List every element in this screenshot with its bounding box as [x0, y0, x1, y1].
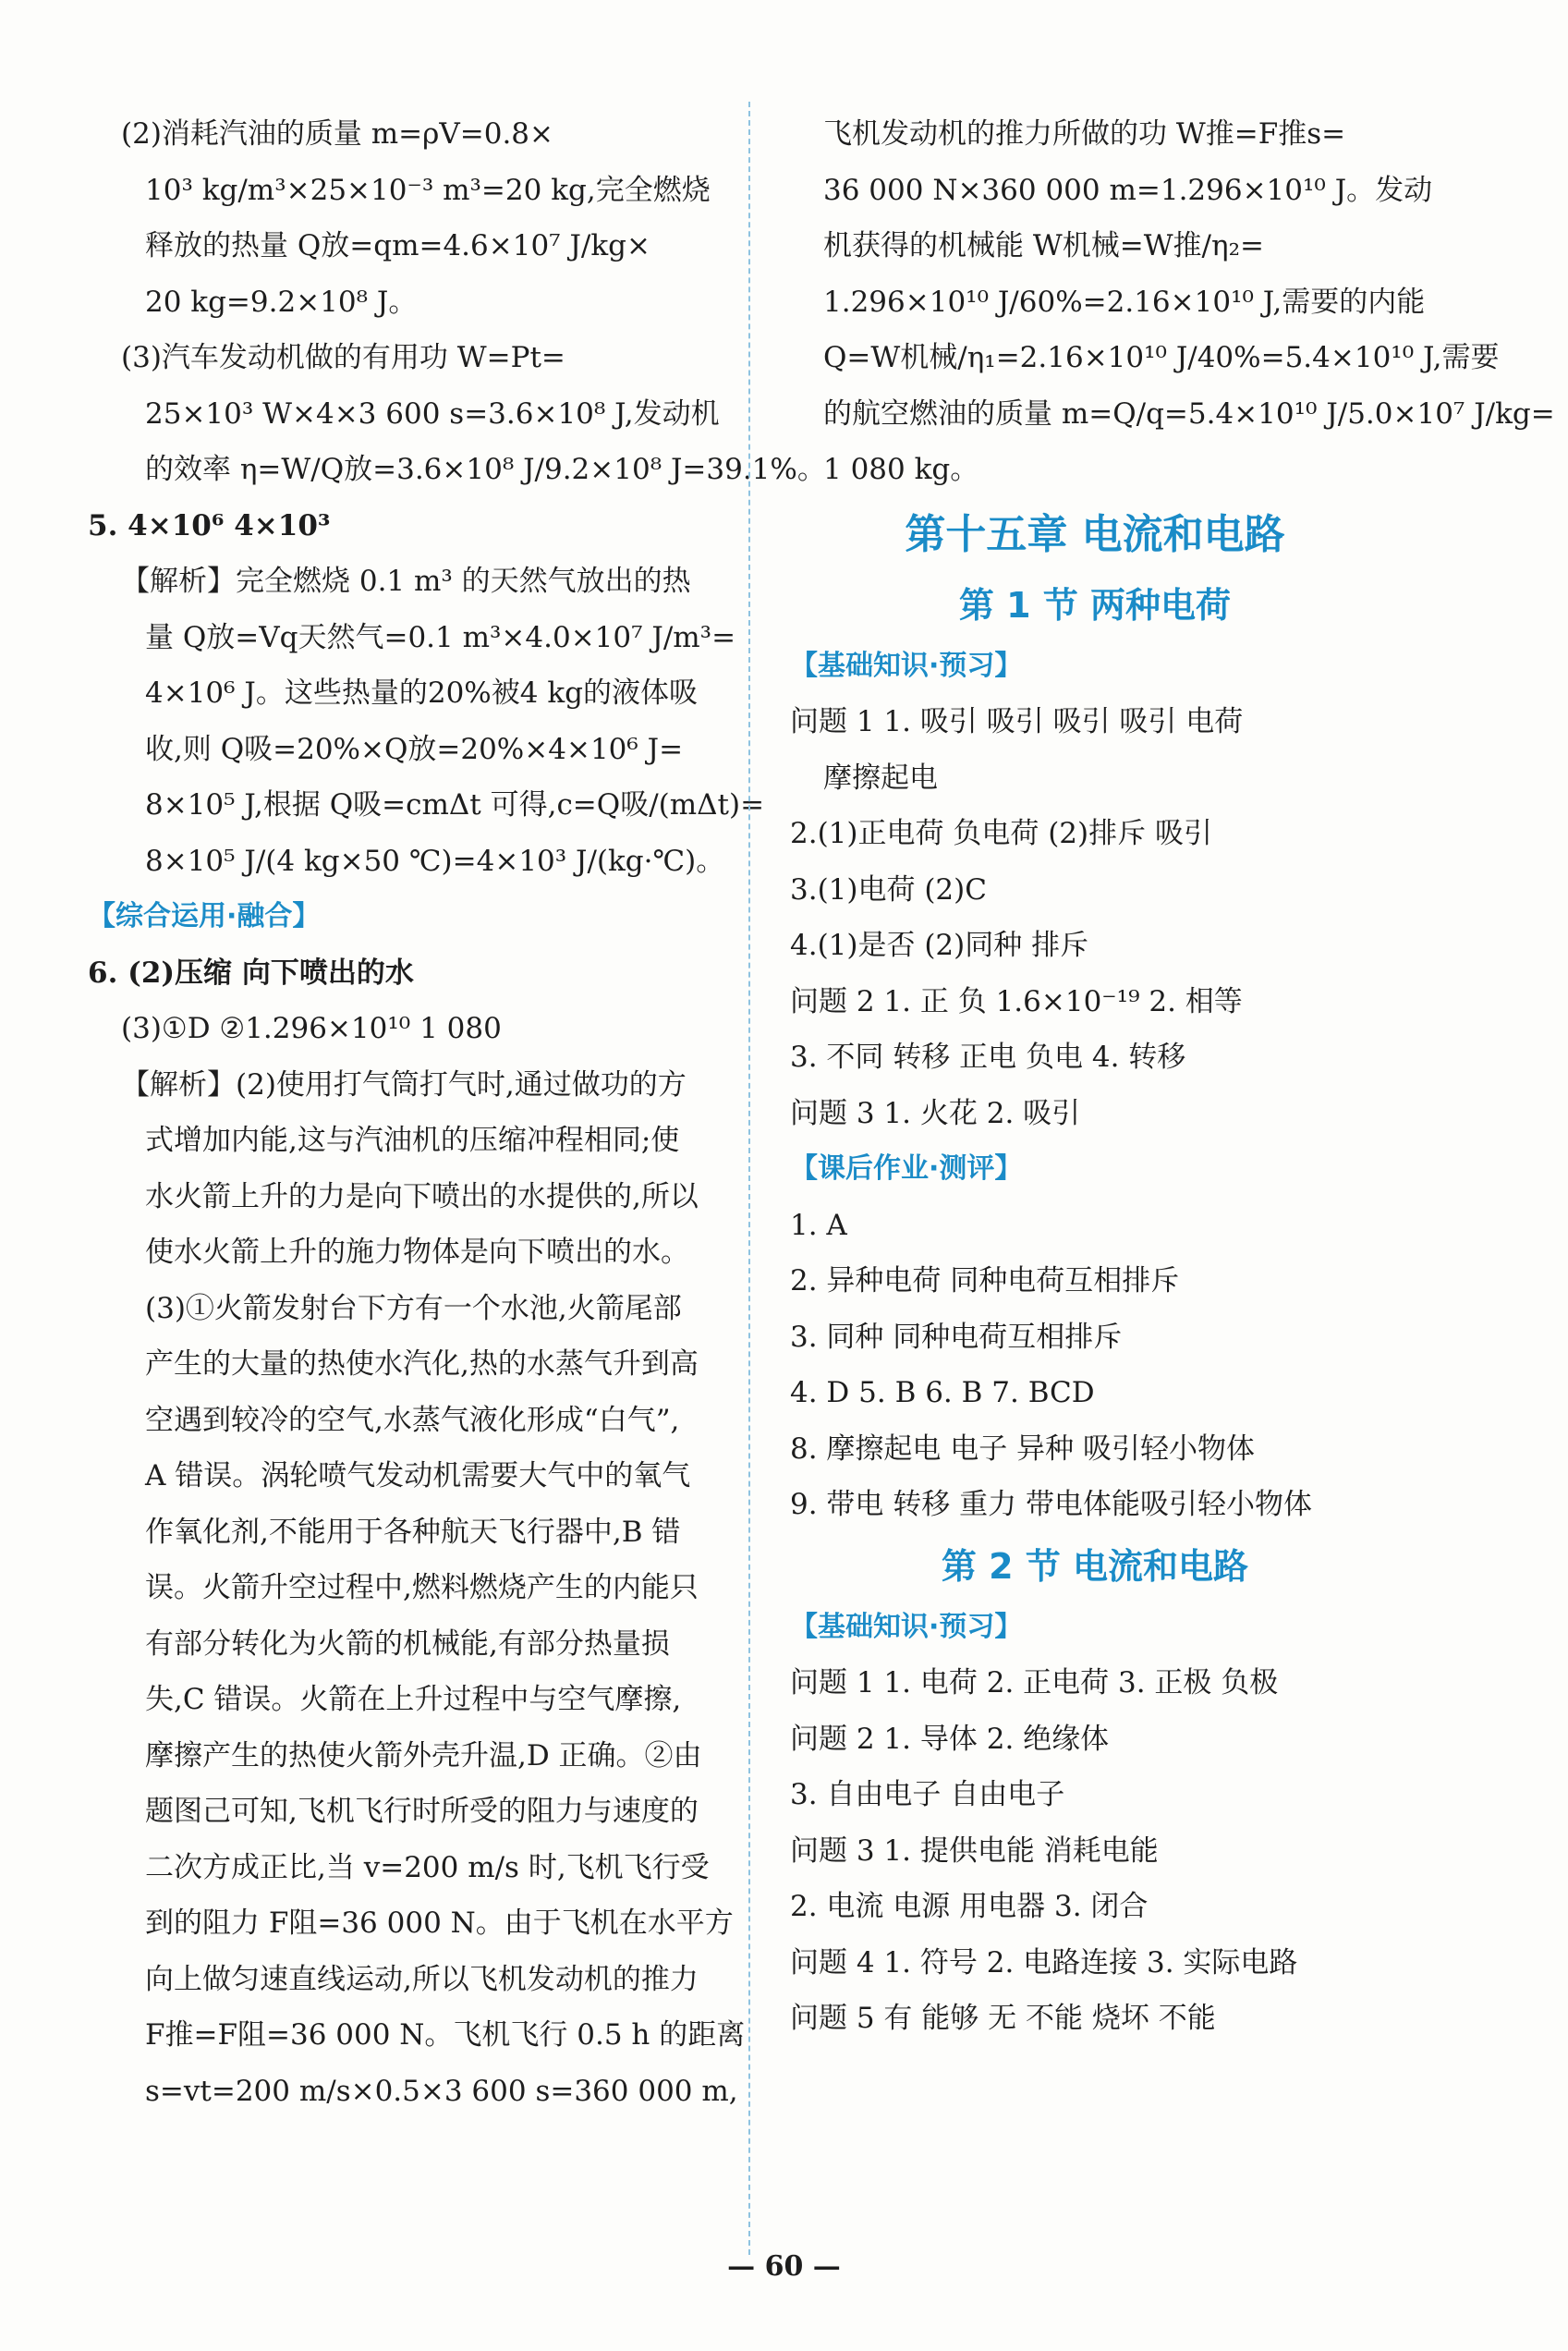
left-text-line: 5. 4×10⁶ 4×10³ [88, 508, 331, 542]
left-text-line: 使水火箭上升的施力物体是向下喷出的水。 [145, 1236, 689, 1269]
right-text-line: 问题 4 1. 符号 2. 电路连接 3. 实际电路 [790, 1945, 1298, 1979]
left-text-line: 20 kg=9.2×10⁸ J。 [145, 285, 418, 319]
right-text-line: 问题 2 1. 导体 2. 绝缘体 [790, 1722, 1110, 1756]
left-text-line: 摩擦产生的热使火箭外壳升温,D 正确。②由 [145, 1738, 702, 1772]
left-text-line: 有部分转化为火箭的机械能,有部分热量损 [145, 1626, 670, 1661]
right-text-line: 【基础知识·预习】 [790, 649, 1023, 682]
right-text-line: 8. 摩擦起电 电子 异种 吸引轻小物体 [790, 1431, 1255, 1466]
right-text-line: 问题 2 1. 正 负 1.6×10⁻¹⁹ 2. 相等 [790, 984, 1243, 1018]
right-text-line: 问题 1 1. 电荷 2. 正电荷 3. 正极 负极 [790, 1666, 1279, 1699]
left-text-line: 误。火箭升空过程中,燃料燃烧产生的内能只 [145, 1571, 699, 1604]
left-text-line: 10³ kg/m³×25×10⁻³ m³=20 kg,完全燃烧 [145, 173, 711, 207]
left-text-line: 到的阻力 F阻=36 000 N。由于飞机在水平方 [145, 1906, 734, 1940]
right-text-line: 【课后作业·测评】 [790, 1152, 1023, 1185]
right-text-line: 4.(1)是否 (2)同种 排斥 [790, 929, 1089, 962]
left-text-line: 释放的热量 Q放=qm=4.6×10⁷ J/kg× [145, 229, 650, 262]
right-text-line: Q=W机械/η₁=2.16×10¹⁰ J/40%=5.4×10¹⁰ J,需要 [823, 341, 1500, 374]
left-text-line: (3)汽车发动机做的有用功 W=Pt= [121, 341, 565, 374]
left-text-line: 产生的大量的热使水汽化,热的水蒸气升到高 [145, 1347, 699, 1381]
left-text-line: 25×10³ W×4×3 600 s=3.6×10⁸ J,发动机 [145, 396, 720, 431]
left-text-line: s=vt=200 m/s×0.5×3 600 s=360 000 m, [145, 2074, 738, 2108]
right-text-line: 摩擦起电 [823, 761, 938, 795]
left-text-line: 量 Q放=Vq天然气=0.1 m³×4.0×10⁷ J/m³= [145, 620, 736, 654]
right-text-line: 飞机发动机的推力所做的功 W推=F推s= [823, 117, 1346, 151]
left-text-line: 【解析】完全燃烧 0.1 m³ 的天然气放出的热 [121, 565, 691, 598]
right-text-line: 3. 同种 同种电荷互相排斥 [790, 1320, 1123, 1354]
right-text-line: 3.(1)电荷 (2)C [790, 872, 987, 907]
left-text-line: 【解析】(2)使用打气筒打气时,通过做功的方 [121, 1067, 687, 1102]
right-text-line: 3. 自由电子 自由电子 [790, 1778, 1065, 1811]
left-text-line: (3)①火箭发射台下方有一个水池,火箭尾部 [145, 1291, 682, 1325]
left-text-line: 二次方成正比,当 v=200 m/s 时,飞机飞行受 [145, 1850, 710, 1884]
left-text-line: 4×10⁶ J。这些热量的20%被4 kg的液体吸 [145, 676, 698, 710]
right-text-line: 3. 不同 转移 正电 负电 4. 转移 [790, 1041, 1186, 1074]
right-text-line: 问题 1 1. 吸引 吸引 吸引 吸引 电荷 [790, 705, 1244, 738]
right-text-line: 36 000 N×360 000 m=1.296×10¹⁰ J。发动 [823, 173, 1433, 207]
left-text-line: 空遇到较冷的空气,水蒸气液化形成“白气”, [145, 1403, 680, 1437]
right-text-line: 第十五章 电流和电路 [905, 510, 1285, 558]
right-text-line: 1. A [790, 1208, 847, 1242]
left-text-line: 【综合运用·融合】 [88, 900, 321, 932]
left-text-line: 的效率 η=W/Q放=3.6×10⁸ J/9.2×10⁸ J=39.1%。 [145, 453, 826, 486]
right-text-line: 2.(1)正电荷 负电荷 (2)排斥 吸引 [790, 817, 1212, 850]
left-text-line: 式增加内能,这与汽油机的压缩冲程相同;使 [145, 1124, 680, 1157]
left-text-line: A 错误。涡轮喷气发动机需要大气中的氧气 [145, 1459, 691, 1492]
left-text-line: (3)①D ②1.296×10¹⁰ 1 080 [121, 1012, 502, 1045]
left-text-line: F推=F阻=36 000 N。飞机飞行 0.5 h 的距离 [145, 2018, 746, 2052]
right-text-line: 问题 3 1. 提供电能 消耗电能 [790, 1833, 1159, 1868]
right-column [790, 106, 1555, 2047]
left-text-line: 向上做匀速直线运动,所以飞机发动机的推力 [145, 1962, 699, 1996]
right-text-line: 的航空燃油的质量 m=Q/q=5.4×10¹⁰ J/5.0×10⁷ J/kg= [823, 396, 1555, 431]
right-text-line: 1 080 kg。 [823, 453, 979, 486]
right-text-line: 第 1 节 两种电荷 [958, 584, 1232, 626]
right-text-line: 第 2 节 电流和电路 [941, 1545, 1249, 1587]
left-text-line: 失,C 错误。火箭在上升过程中与空气摩擦, [145, 1683, 682, 1716]
right-text-line: 4. D 5. B 6. B 7. BCD [790, 1376, 1095, 1409]
left-text-line: (2)消耗汽油的质量 m=ρV=0.8× [121, 117, 553, 151]
left-text-line: 8×10⁵ J,根据 Q吸=cmΔt 可得,c=Q吸/(mΔt)= [145, 788, 765, 822]
right-text-line: 问题 5 有 能够 无 不能 烧坏 不能 [790, 2002, 1216, 2035]
right-text-line: 9. 带电 转移 重力 带电体能吸引轻小物体 [790, 1488, 1312, 1521]
left-text-line: 水火箭上升的力是向下喷出的水提供的,所以 [145, 1179, 699, 1213]
left-text-line: 题图己可知,飞机飞行时所受的阻力与速度的 [145, 1795, 699, 1828]
page-number: — 60 — [727, 2250, 841, 2283]
left-text-line: 收,则 Q吸=20%×Q放=20%×4×10⁶ J= [145, 732, 684, 766]
left-text-line: 6. (2)压缩 向下喷出的水 [88, 956, 414, 990]
right-text-line: 1.296×10¹⁰ J/60%=2.16×10¹⁰ J,需要的内能 [823, 285, 1426, 319]
left-text-line: 8×10⁵ J/(4 kg×50 ℃)=4×10³ J/(kg·℃)。 [145, 844, 725, 878]
left-text-line: 作氧化剂,不能用于各种航天飞行器中,B 错 [145, 1515, 681, 1549]
column-divider [748, 102, 750, 2255]
right-text-line: 问题 3 1. 火花 2. 吸引 [790, 1096, 1081, 1130]
right-text-line: 2. 电流 电源 用电器 3. 闭合 [790, 1890, 1149, 1923]
right-text-line: 机获得的机械能 W机械=W推/η₂= [823, 229, 1264, 262]
right-text-line: 【基础知识·预习】 [790, 1610, 1023, 1643]
right-text-line: 2. 异种电荷 同种电荷互相排斥 [790, 1264, 1180, 1297]
